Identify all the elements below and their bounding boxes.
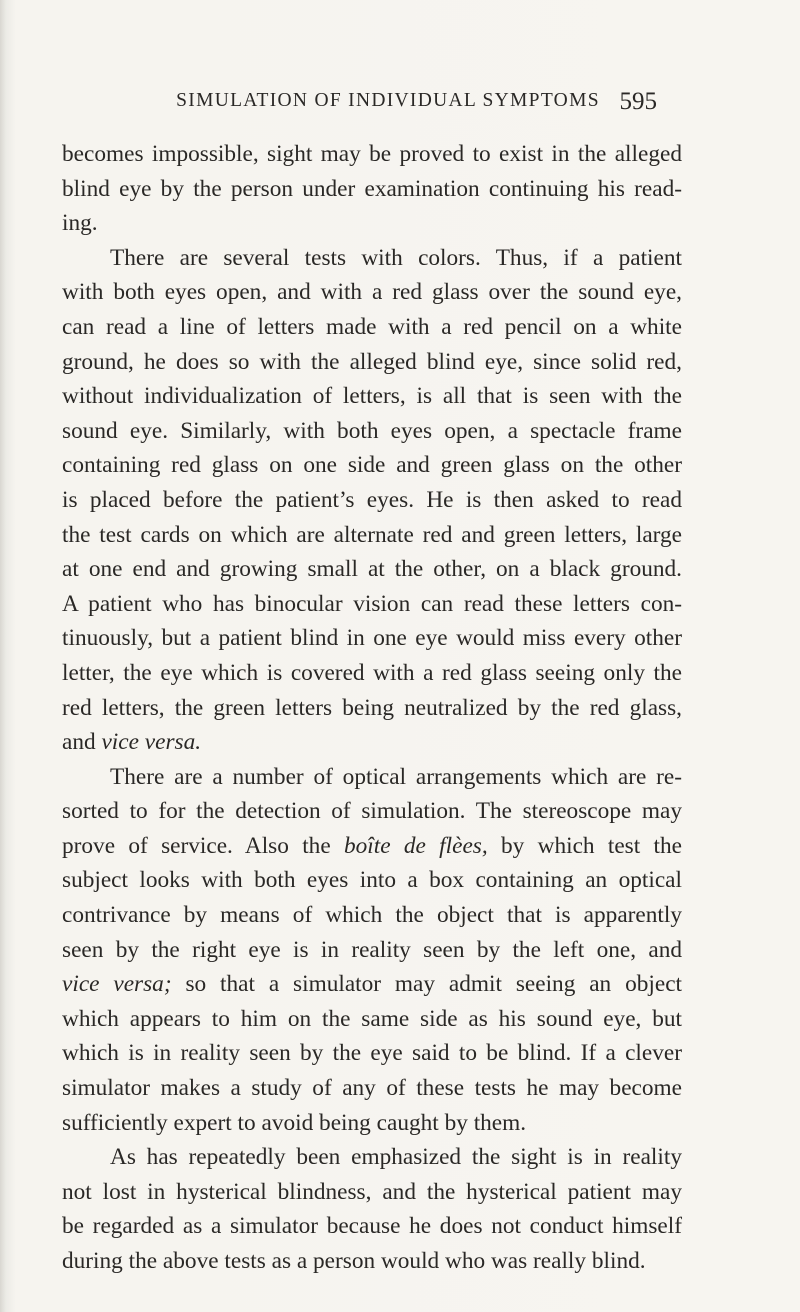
italic-phrase: vice versa;: [62, 971, 172, 998]
text-line: letter, the eye which is covered with a red glass seeing only the: [62, 659, 682, 686]
text-line: which appears to him on the same side as his sound eye, but: [62, 1005, 682, 1032]
text-line: A patient who has binocular vision can read these letters con-: [62, 590, 682, 617]
text-line: with both eyes open, and with a red glass over the sound eye,: [62, 279, 682, 306]
text-line: ground, he does so with the alleged blind eye, since solid red,: [62, 348, 682, 375]
text-line: containing red glass on one side and green glass on the other: [62, 452, 682, 479]
text-line: [62, 725, 682, 760]
text-line: red letters, the green letters being neutralized by the red glass,: [62, 694, 682, 721]
text-line: simulator makes a study of any of these tests he may become: [62, 1075, 682, 1102]
text-line: sound eye. Similarly, with both eyes open, a spectacle frame: [62, 417, 682, 444]
line-text: prove of service. Also the: [62, 832, 344, 859]
body-text: [62, 137, 682, 1279]
page-number: 595: [619, 88, 657, 115]
text-line: is placed before the patient’s eyes. He is then asked to read: [62, 486, 682, 513]
text-line: sorted to for the detection of simulation. The stereoscope may: [62, 798, 682, 825]
text-line: at one end and growing small at the other, on a black ground.: [62, 556, 682, 583]
line-text: and: [62, 729, 102, 756]
text-line: seen by the right eye is in reality seen by the left one, and: [62, 936, 682, 963]
text-line: the test cards on which are alternate red and green letters, large: [62, 521, 682, 548]
text-line: which is in reality seen by the eye said to be blind. If a clever: [62, 1040, 682, 1067]
text-line: sufficiently expert to avoid being caught by them.: [62, 1109, 527, 1136]
text-line: can read a line of letters made with a red pencil on a white: [62, 313, 682, 340]
text-line: As has repeatedly been emphasized the sight is in reality: [110, 1144, 682, 1171]
text-line: not lost in hysterical blindness, and the hysterical patient may: [62, 1178, 682, 1205]
text-line: ing.: [62, 210, 98, 237]
running-head: SIMULATION OF INDIVIDUAL SYMPTOMS: [176, 90, 600, 111]
line-text: so that a simulator may admit seeing an object: [171, 971, 683, 998]
line-text: by which test the: [487, 832, 682, 859]
text-line: subject looks with both eyes into a box containing an optical: [62, 867, 682, 894]
text-line: tinuously, but a patient blind in one eye would miss every other: [62, 625, 682, 652]
text-line: blind eye by the person under examination continuing his read-: [62, 175, 682, 202]
text-line: There are a number of optical arrangements which are re-: [110, 763, 682, 790]
text-line: [62, 967, 682, 1002]
text-line: during the above tests as a person would who was really blind.: [62, 1248, 646, 1274]
text-line: There are several tests with colors. Thus, if a patient: [110, 244, 682, 271]
text-line: [62, 829, 682, 864]
italic-phrase: boîte de flèes,: [343, 832, 488, 859]
text-line: becomes impossible, sight may be proved to exist in the alleged: [62, 141, 682, 167]
text-line: contrivance by means of which the object that is apparently: [62, 902, 682, 929]
text-line: without individualization of letters, is all that is seen with the: [62, 383, 682, 410]
text-line: be regarded as a simulator because he does not conduct himself: [62, 1213, 682, 1240]
italic-phrase: vice versa.: [101, 729, 202, 756]
